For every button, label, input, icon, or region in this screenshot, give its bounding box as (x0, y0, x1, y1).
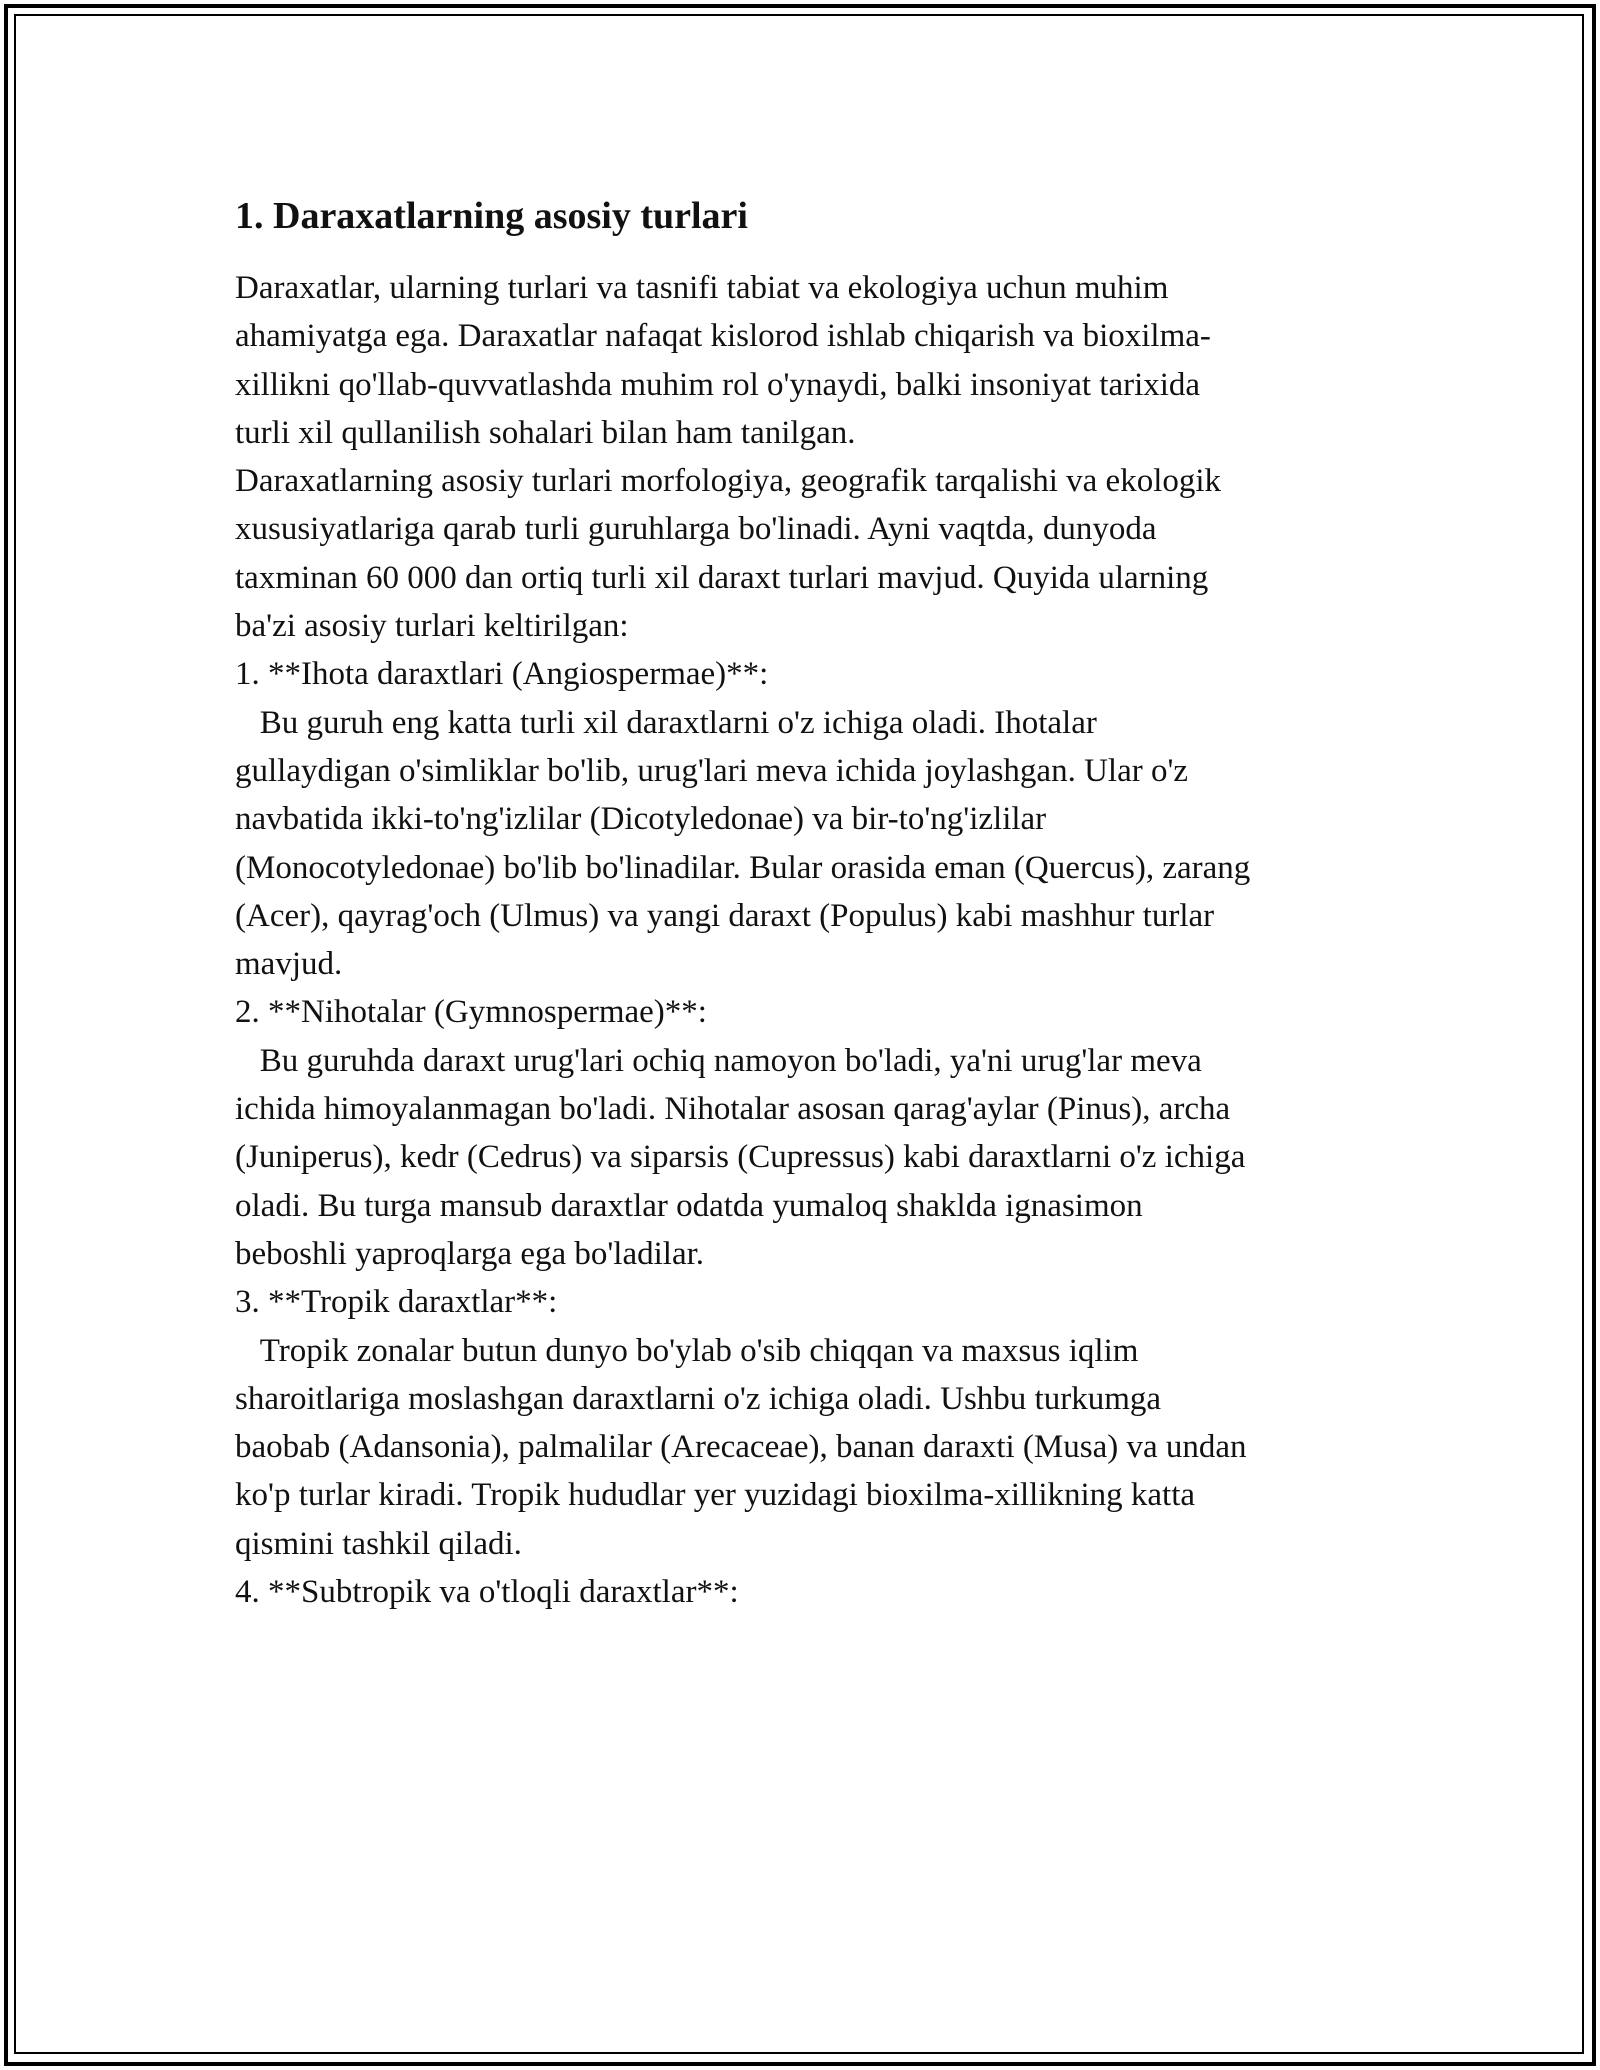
list-item-gymnospermae: 2. **Nihotalar (Gymnospermae)**: Bu guruhda daraxt urug'lari ochiq namoyon bo'ladi, ya'ni urug'lar meva ichida himoyalanmagan bo'ladi. Nihotalar asosan qarag'aylar (Pinus), archa (Juniperus), kedr (Cedrus) va siparsis (Cupressus) kabi daraxtlarni o'z ichiga oladi. Bu turga mansub daraxtlar odatda yumaloq shaklda ignasimon beboshli yaproqlarga ega bo'ladilar. (235, 994, 1246, 1272)
list-item-subtropical: 4. **Subtropik va o'tloqli daraxtlar**: (235, 1574, 739, 1611)
list-item-tropical: 3. **Tropik daraxtlar**: Tropik zonalar butun dunyo bo'ylab o'sib chiqqan va maxsus iqlim sharoitlariga moslashgan daraxtlarni o'z ichiga oladi. Ushbu turkumga baobab (Adansonia), palmalilar (Arecaceae), banan daraxti (Musa) va undan ko'p turlar kiradi. Tropik hududlar yer yuzidagi bioxilma-xillikning katta qismini tashkil qiladi. (235, 1284, 1247, 1562)
section-heading: 1. Daraxatlarning asosiy turlari (235, 195, 748, 237)
document-body (235, 188, 1375, 1616)
intro-paragraph: Daraxatlar, ularning turlari va tasnifi tabiat va ekologiya uchun muhim ahamiyatga ega. Daraxatlar nafaqat kislorod ishlab chiqarish va bioxilma- xillikni qo'llab-quvvatlashda muhim rol o'ynaydi, balki insoniyat tarixida turli xil qullanilish sohalari bilan ham tanilgan. (235, 270, 1211, 451)
overview-paragraph: Daraxatlarning asosiy turlari morfologiya, geografik tarqalishi va ekologik xususiyatlariga qarab turli guruhlarga bo'linadi. Ayni vaqtda, dunyoda taxminan 60 000 dan ortiq turli xil daraxt turlari mavjud. Quyida ularning ba'zi asosiy turlari keltirilgan: (235, 463, 1222, 645)
list-item-angiospermae: 1. **Ihota daraxtlari (Angiospermae)**: Bu guruh eng katta turli xil daraxtlarni o'z ichiga oladi. Ihotalar gullaydigan o'simliklar bo'lib, urug'lari meva ichida joylashgan. Ular o'z navbatida ikki-to'ng'izlilar (Dicotyledonae) va bir-to'ng'izlilar (Monocotyledonae) bo'lib bo'linadilar. Bular orasida eman (Quercus), zarang (Acer), qayrag'och (Ulmus) va yangi daraxt (Populus) kabi mashhur turlar mavjud. (235, 656, 1251, 983)
